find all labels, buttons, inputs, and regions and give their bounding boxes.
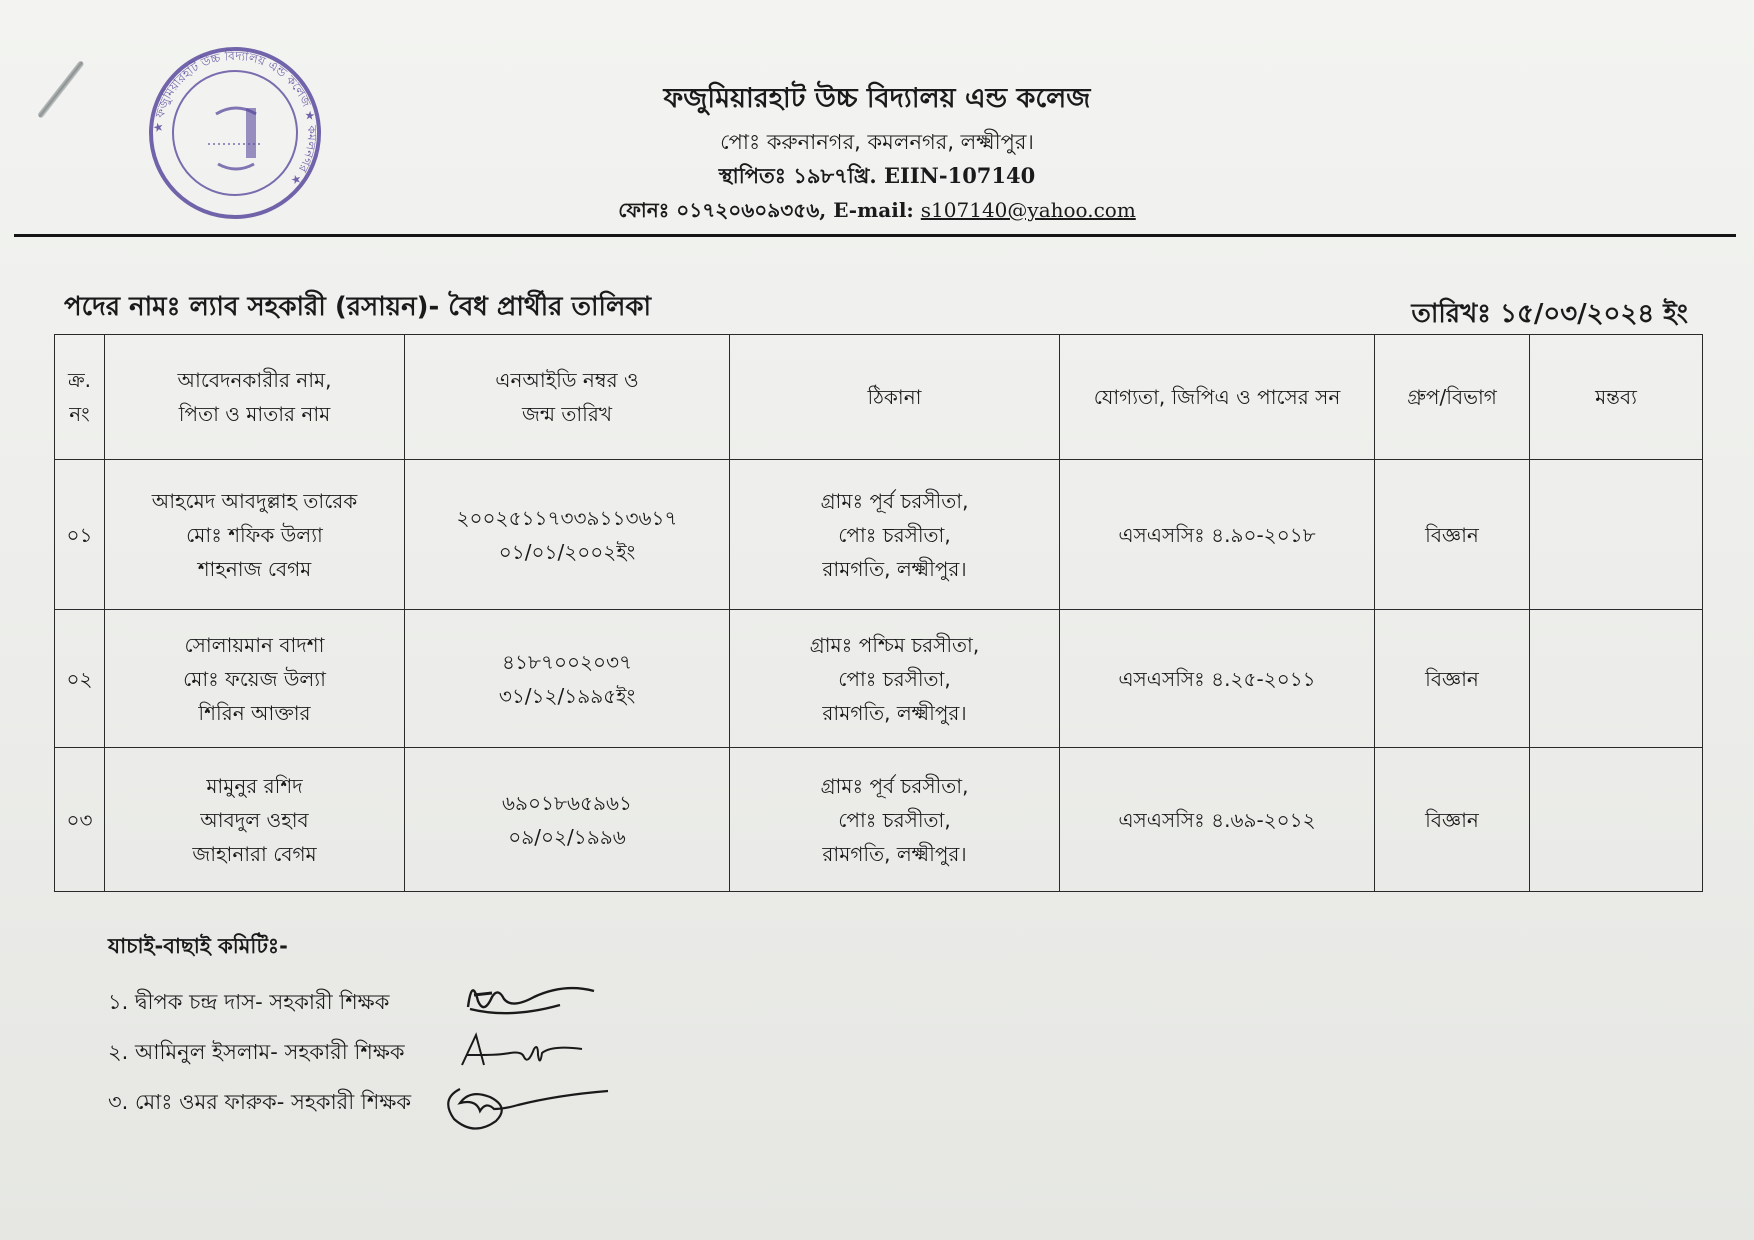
cell-group: বিজ্ঞান [1375,460,1530,610]
cell-nid: ২০০২৫১১৭৩৩৯১১৩৬১৭ ০১/০১/২০০২ইং [405,460,730,610]
cell-serial: ০৩ [55,748,105,892]
signature-1 [460,967,600,1027]
cell-address: গ্রামঃ পশ্চিম চরসীতা, পোঃ চরসীতা, রামগতি, লক্ষ্মীপুর। [730,610,1060,748]
table-header-row [55,335,1703,460]
cell-name: মামুনুর রশিদ আবদুল ওহাব জাহানারা বেগম [105,748,405,892]
committee-title: যাচাই-বাছাই কমিটিঃ- [108,934,288,958]
cell-remarks [1530,610,1703,748]
cell-remarks [1530,460,1703,610]
verification-committee [108,930,411,1127]
header-nid: এনআইডি নম্বর ও জন্ম তারিখ [405,335,730,460]
signature-3 [440,1069,610,1133]
cell-name: সোলায়মান বাদশা মোঃ ফয়েজ উল্যা শিরিন আক্তার [105,610,405,748]
school-name: ফজুমিয়ারহাট উচ্চ বিদ্যালয় এন্ড কলেজ [663,83,1091,114]
header-group: গ্রুপ/বিভাগ [1375,335,1530,460]
cell-nid: ৪১৮৭০০২০৩৭ ৩১/১২/১৯৯৫ইং [405,610,730,748]
svg-text:★ ফজুমিয়ারহাট উচ্চ বিদ্যালয়: ★ ফজুমিয়ারহাট উচ্চ বিদ্যালয় এন্ড কলেজ ★ কমলনগর ★ [150,48,320,189]
school-address: পোঃ করুনানগর, কমলনগর, লক্ষ্মীপুর। [720,130,1034,154]
cell-serial: ০২ [55,610,105,748]
header-name: আবেদনকারীর নাম, পিতা ও মাতার নাম [105,335,405,460]
cell-name: আহমেদ আবদুল্লাহ তারেক মোঃ শফিক উল্যা শাহনাজ বেগম [105,460,405,610]
established-eiin: স্থাপিতঃ ১৯৮৭খ্রি. EIIN-107140 [718,163,1036,188]
cell-nid: ৬৯০১৮৬৫৯৬১ ০৯/০২/১৯৯৬ [405,748,730,892]
candidate-table [54,334,1703,892]
table-row [55,610,1703,748]
cell-address: গ্রামঃ পূর্ব চরসীতা, পোঃ চরসীতা, রামগতি, লক্ষ্মীপুর। [730,748,1060,892]
table-row [55,460,1703,610]
cell-qualification: এসএসসিঃ ৪.২৫-২০১১ [1060,610,1375,748]
header-serial: ক্র. নং [55,335,105,460]
email-link[interactable]: s107140@yahoo.com [920,198,1136,222]
committee-member: ৩. মোঃ ওমর ফারুক- সহকারী শিক্ষক [108,1077,411,1127]
cell-remarks [1530,748,1703,892]
committee-member: ২. আমিনুল ইসলাম- সহকারী শিক্ষক [108,1027,411,1077]
table-row [55,748,1703,892]
cell-group: বিজ্ঞান [1375,748,1530,892]
phone-label: ফোনঃ ০১৭২০৬০৯৩৫৬, E-mail: [618,198,921,222]
list-date: তারিখঃ ১৫/০৩/২০২৪ ইং [1411,299,1688,329]
header-qualification: যোগ্যতা, জিপিএ ও পাসের সন [1060,335,1375,460]
cell-qualification: এসএসসিঃ ৪.৯০-২০১৮ [1060,460,1375,610]
header-address: ঠিকানা [730,335,1060,460]
header-divider [14,234,1736,237]
post-title: পদের নামঃ ল্যাব সহকারী (রসায়ন)- বৈধ প্রার্থীর তালিকা [64,292,652,322]
cell-group: বিজ্ঞান [1375,610,1530,748]
cell-qualification: এসএসসিঃ ৪.৬৯-২০১২ [1060,748,1375,892]
cell-address: গ্রামঃ পূর্ব চরসীতা, পোঃ চরসীতা, রামগতি, লক্ষ্মীপুর। [730,460,1060,610]
header-remarks: মন্তব্য [1530,335,1703,460]
cell-serial: ০১ [55,460,105,610]
committee-member: ১. দ্বীপক চন্দ্র দাস- সহকারী শিক্ষক [108,977,411,1027]
contact-line [0,196,1754,229]
